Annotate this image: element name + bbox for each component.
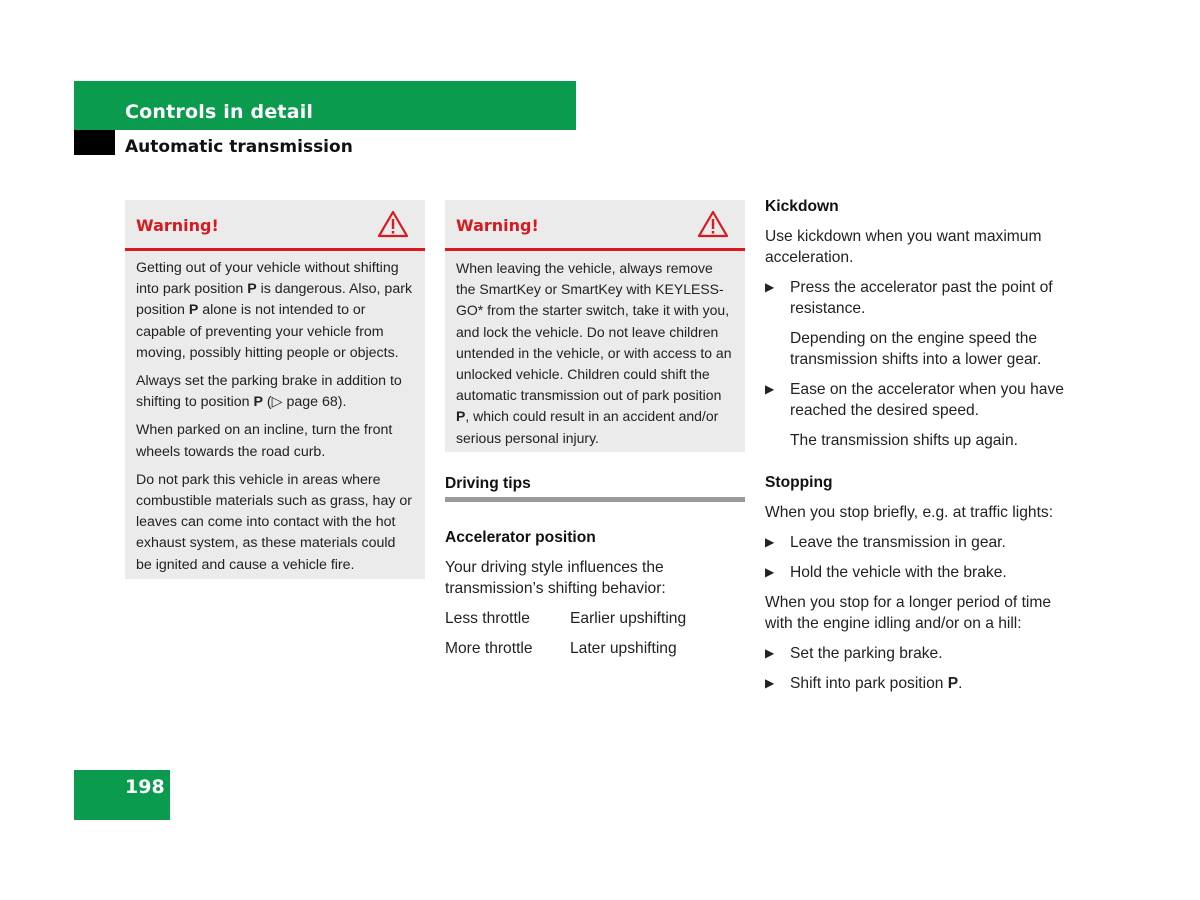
instruction-step: ▶ Leave the transmission in gear. xyxy=(765,534,1006,551)
stopping-intro-long: When you stop for a longer period of time with the engine idling and/or on a hill: xyxy=(765,594,1052,632)
warning-triangle-icon xyxy=(377,210,409,238)
bullet-arrow-icon: ▶ xyxy=(765,280,775,294)
driving-tips-section xyxy=(445,473,745,668)
accelerator-position-heading: Accelerator position xyxy=(445,529,596,546)
warning-paragraph: Do not park this vehicle in areas where combustible materials such as grass, hay or leaves can come into contact with the hot exhaust system, as these materials could be ignited and cause a vehicle fire. xyxy=(136,471,412,573)
warning-triangle-icon xyxy=(697,210,729,238)
page-number: 198 xyxy=(125,776,165,798)
header-tab-marker xyxy=(74,130,115,155)
instruction-result: The transmission shifts up again. xyxy=(790,432,1018,449)
kickdown-stopping-section xyxy=(765,196,1075,703)
accelerator-text: Your driving style influences the transmission’s shifting behavior: xyxy=(445,559,666,597)
instruction-step: ▶ Hold the vehicle with the brake. xyxy=(765,564,1007,581)
bullet-arrow-icon: ▶ xyxy=(765,535,775,549)
instruction-result: Depending on the engine speed the transmission shifts into a lower gear. xyxy=(790,330,1042,368)
warning-header xyxy=(125,200,425,251)
warning-body xyxy=(445,251,745,457)
bullet-arrow-icon: ▶ xyxy=(765,382,775,396)
warning-box-parking xyxy=(125,200,425,579)
kickdown-heading: Kickdown xyxy=(765,198,839,215)
warning-header xyxy=(445,200,745,251)
warning-title: Warning! xyxy=(456,216,539,235)
section-divider xyxy=(445,497,745,502)
page-number-box xyxy=(74,770,170,820)
instruction-step: ▶ Shift into park position P. xyxy=(765,675,963,692)
warning-paragraph: When parked on an incline, turn the front wheels towards the road curb. xyxy=(136,422,393,460)
throttle-row: More throttle Later upshifting xyxy=(445,640,677,657)
instruction-step: ▶ Set the parking brake. xyxy=(765,645,943,662)
warning-box-children xyxy=(445,200,745,452)
warning-body xyxy=(125,251,425,584)
bullet-arrow-icon: ▶ xyxy=(765,565,775,579)
warning-paragraph: Getting out of your vehicle without shifting into park position P is dangerous. Also, park position P alone is not intended to or capable of preventing your vehicle from moving, possibly hitting people or objects. xyxy=(136,260,413,361)
instruction-step: ▶ Press the accelerator past the point of resistance. xyxy=(765,279,1053,317)
warning-paragraph: Always set the parking brake in addition to shifting to position P (▷ page 68). xyxy=(136,373,402,411)
warning-paragraph: When leaving the vehicle, always remove the SmartKey or SmartKey with KEYLESS-GO* from the starter switch, take it with you, and lock the vehicle. Do not leave children untended in the vehicle, or with access to an unlocked vehicle. Children could shift the automatic transmission out of park position P, which could result in an accident and/or serious personal injury. xyxy=(456,260,732,446)
throttle-row: Less throttle Earlier upshifting xyxy=(445,610,687,627)
warning-title: Warning! xyxy=(136,216,219,235)
section-header-bar xyxy=(74,81,576,130)
bullet-arrow-icon: ▶ xyxy=(765,646,775,660)
driving-tips-heading: Driving tips xyxy=(445,475,531,492)
stopping-heading: Stopping xyxy=(765,474,833,491)
subsection-title: Automatic transmission xyxy=(125,137,353,157)
stopping-intro: When you stop briefly, e.g. at traffic lights: xyxy=(765,504,1054,521)
instruction-step: ▶ Ease on the accelerator when you have reached the desired speed. xyxy=(765,381,1064,419)
kickdown-intro: Use kickdown when you want maximum acceleration. xyxy=(765,228,1042,266)
bullet-arrow-icon: ▶ xyxy=(765,676,775,690)
section-title: Controls in detail xyxy=(125,101,314,123)
